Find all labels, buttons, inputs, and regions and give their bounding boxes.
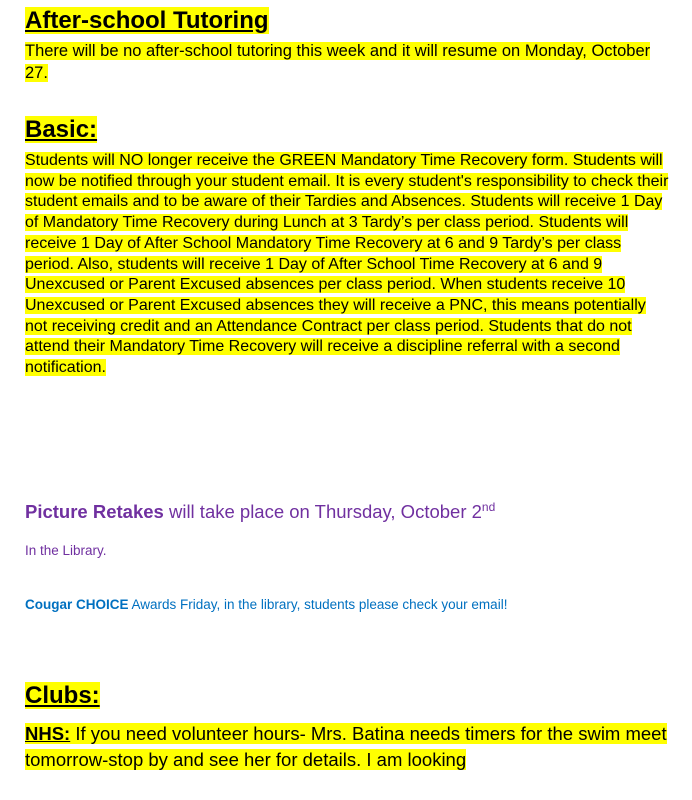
retakes-suffix: nd <box>481 499 496 514</box>
after-school-text: There will be no after-school tutoring this week and it will resume on Monday, October 27. <box>25 42 651 82</box>
cougar-line <box>25 596 672 614</box>
retakes-text: will take place on Thursday, October 2 <box>163 501 482 522</box>
after-school-heading: After-school Tutoring <box>25 7 269 34</box>
clubs-section <box>25 681 672 772</box>
nhs-label: NHS: <box>25 723 71 744</box>
clubs-heading: Clubs: <box>25 682 100 709</box>
retakes-line <box>25 500 672 524</box>
retakes-title: Picture Retakes <box>25 501 164 522</box>
basic-section <box>25 115 672 379</box>
basic-text: Students will NO longer receive the GREEN Mandatory Time Recovery form. Students will now be notified through your student email. It is every student's responsibility to check their student emails and to be aware of their Tardies and Absences. Students will receive 1 Day of Mandatory Time Recovery during Lunch at 3 Tardy’s per class period. Students will receive 1 Day of After School Mandatory Time Recovery at 6 and 9 Tardy’s per class period. Also, students will receive 1 Day of After School Time Recovery at 6 and 9 Unexcused or Parent Excused absences per class period. When students receive 10 Unexcused or Parent Excused absences they will receive a PNC, this means potentially not receiving credit and an Attendance Contract per class period. Students that do not attend their Mandatory Time Recovery will receive a discipline referral with a second notification. <box>25 152 669 377</box>
retakes-location: In the Library. <box>25 543 107 558</box>
after-school-section <box>25 6 672 84</box>
cougar-title: Cougar CHOICE <box>25 597 129 612</box>
retakes-section <box>25 500 672 560</box>
basic-heading: Basic: <box>25 116 98 143</box>
cougar-text: Awards Friday, in the library, students please check your email! <box>128 597 508 612</box>
cougar-section <box>25 596 672 614</box>
nhs-text: NHS: If you need volunteer hours- Mrs. Batina needs timers for the swim meet tomorrow-stop by and see her for details. I am looking <box>25 723 667 770</box>
